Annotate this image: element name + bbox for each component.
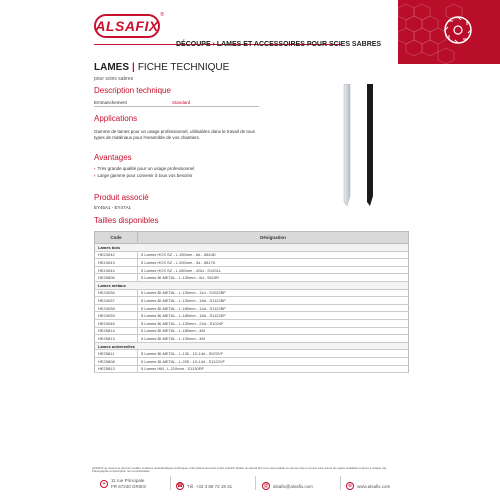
cell-code: HE25606	[95, 274, 138, 282]
disclaimer-line-2: Photographie et description non contractuelles.	[92, 469, 151, 474]
footer	[0, 474, 500, 500]
address-line-2: FR 67240 GRIES	[111, 484, 147, 489]
cell-code: HE24036	[95, 289, 138, 297]
cell-code: HE24039	[95, 312, 138, 320]
page-title	[94, 62, 229, 73]
cell-designation: 5 Lames HM - L.210mm - S1130RF	[138, 365, 409, 373]
cell-designation: 5 Lames BI-METAL - L.180mm - 18d - S1122EF	[138, 312, 409, 320]
cell-code: HE24046	[95, 319, 138, 327]
table-row	[95, 251, 409, 259]
cell-designation: 5 Lames BI-METAL - L.130mm - 11d - S1022BF	[138, 289, 409, 297]
cell-designation: 5 Lames HCS SZ - L.200mm - 3d - 5817K	[138, 259, 409, 267]
footer-divider	[255, 476, 256, 490]
table-header-row	[95, 232, 409, 244]
cell-designation: 5 Lames BI-METAL - L.130 - 10-14d - S922VF	[138, 350, 409, 358]
applications-text	[94, 129, 294, 141]
cell-designation: 5 Lames BI-METAL - L.130mm - 18d - S1122BF	[138, 297, 409, 305]
footer-address	[100, 478, 146, 490]
cell-designation: 5 Lames BI-METAL - L.130mm - 4M	[138, 335, 409, 343]
footer-divider	[170, 476, 171, 490]
address-line-1: 11 rue Principale	[111, 478, 145, 483]
phone-text: Tél. +33 3 88 72 19 31	[187, 483, 233, 489]
blade-image-black	[366, 84, 374, 206]
advantages-heading: Avantages	[94, 153, 132, 162]
applications-line-1: Gamme de lames pour un usage professionnel, utilisables dans le travail de tous	[94, 129, 255, 134]
cell-designation: 5 Lames BI-METAL - L.130mm - 6d - 5615R	[138, 274, 409, 282]
group-label: Lames universelles	[95, 342, 409, 350]
title-separator: |	[132, 62, 135, 73]
table-group-row	[95, 244, 409, 252]
cell-designation: 5 Lames BI-METAL - L.180mm - 14d - S1122BF	[138, 304, 409, 312]
cell-code: HE24042	[95, 251, 138, 259]
description-heading: Description technique	[94, 86, 171, 95]
cell-code: HE24037	[95, 297, 138, 305]
table-row	[95, 304, 409, 312]
chevron-right-icon: ›	[94, 166, 96, 171]
advantage-text: Très grande qualité pour un usage professionnel	[97, 166, 195, 171]
email-text: alsafix@alsafix.com	[273, 483, 313, 489]
associated-heading: Produit associé	[94, 193, 149, 202]
cell-code: HE24044	[95, 266, 138, 274]
brand-logo	[94, 12, 164, 38]
applications-heading: Applications	[94, 114, 138, 123]
sizes-table	[94, 231, 409, 373]
spec-label: Emmanchement	[94, 100, 127, 105]
cell-designation: 5 Lames BI-METAL - L.205 - 10-14d - S1122VF	[138, 357, 409, 365]
table-group-row	[95, 342, 409, 350]
table-row	[95, 289, 409, 297]
registered-mark: ®	[160, 12, 164, 18]
page-subtitle: pour scies sabres	[94, 76, 134, 82]
advantage-item	[94, 166, 194, 171]
web-text: www.alsafix.com	[357, 483, 391, 489]
footer-divider	[340, 476, 341, 490]
footer-web[interactable]	[346, 482, 390, 490]
associated-refs: EY45A1 - EY47A1	[94, 205, 132, 210]
table-row	[95, 319, 409, 327]
table-row	[95, 274, 409, 282]
advantage-text: Large gamme pour convenir à tous vos besoins	[97, 173, 193, 178]
cell-designation: 5 Lames BI-METAL - L.130mm - 24d - S1024F	[138, 319, 409, 327]
web-icon: ⊕	[347, 483, 353, 489]
cell-code: HE24043	[95, 259, 138, 267]
blade-image-silver	[343, 84, 351, 206]
table-row	[95, 335, 409, 343]
phone-icon: ☎	[176, 483, 184, 489]
email-icon: @	[263, 483, 269, 489]
saw-disc-icon	[442, 14, 474, 46]
title-main: LAMES	[94, 62, 129, 73]
table-row	[95, 297, 409, 305]
table-row	[95, 350, 409, 358]
footer-phone[interactable]	[176, 482, 232, 490]
group-label: Lames bois	[95, 244, 409, 252]
chevron-right-icon: ›	[94, 173, 96, 178]
table-group-row	[95, 281, 409, 289]
table-row	[95, 327, 409, 335]
cell-code: HE25814	[95, 327, 138, 335]
cell-code: HE25811	[95, 350, 138, 358]
logo-text: ALSAFIX	[95, 18, 159, 34]
disclaimer	[92, 467, 412, 474]
table-row	[95, 312, 409, 320]
applications-line-2: types de matériaux pour l'ensemble de vos chantiers.	[94, 135, 201, 140]
table-body	[95, 244, 409, 373]
cell-code: HE25808	[95, 357, 138, 365]
column-header: Désignation	[138, 232, 409, 244]
disclaimer-line-1: ALSAFIX se réserve le droit de modifier certaines caractéristiques techniques. Informations données à titre indicatif. Alsafix ne saurait être tenu responsable en cas de mise en œuvre sans suivre les règles préalables propres à chaque cas.	[92, 466, 388, 470]
table-row	[95, 365, 409, 373]
cell-code: HE25813	[95, 335, 138, 343]
breadcrumb: DÉCOUPE › LAMES ET ACCESSOIRES POUR SCIES SABRES	[176, 41, 382, 48]
location-icon: ⌖	[100, 480, 108, 488]
group-label: Lames métaux	[95, 281, 409, 289]
spec-value: Standard	[172, 100, 191, 105]
cell-designation: 5 Lames HCS SZ - L.150mm - 6d - 5644D	[138, 251, 409, 259]
cell-code: HE25813	[95, 365, 138, 373]
cell-designation: 5 Lames BI-METAL - L.180mm - 4M	[138, 327, 409, 335]
footer-email[interactable]	[262, 482, 313, 490]
table-row	[95, 266, 409, 274]
cell-code: HE24038	[95, 304, 138, 312]
table-row	[95, 357, 409, 365]
title-secondary: FICHE TECHNIQUE	[137, 62, 230, 73]
advantage-item	[94, 173, 192, 178]
column-header: Code	[95, 232, 138, 244]
table-row	[95, 259, 409, 267]
spec-row	[94, 100, 259, 107]
sizes-heading: Tailles disponibles	[94, 216, 159, 225]
cell-designation: 5 Lames HCS SZ - L.280mm - 4/5d - S1531L	[138, 266, 409, 274]
